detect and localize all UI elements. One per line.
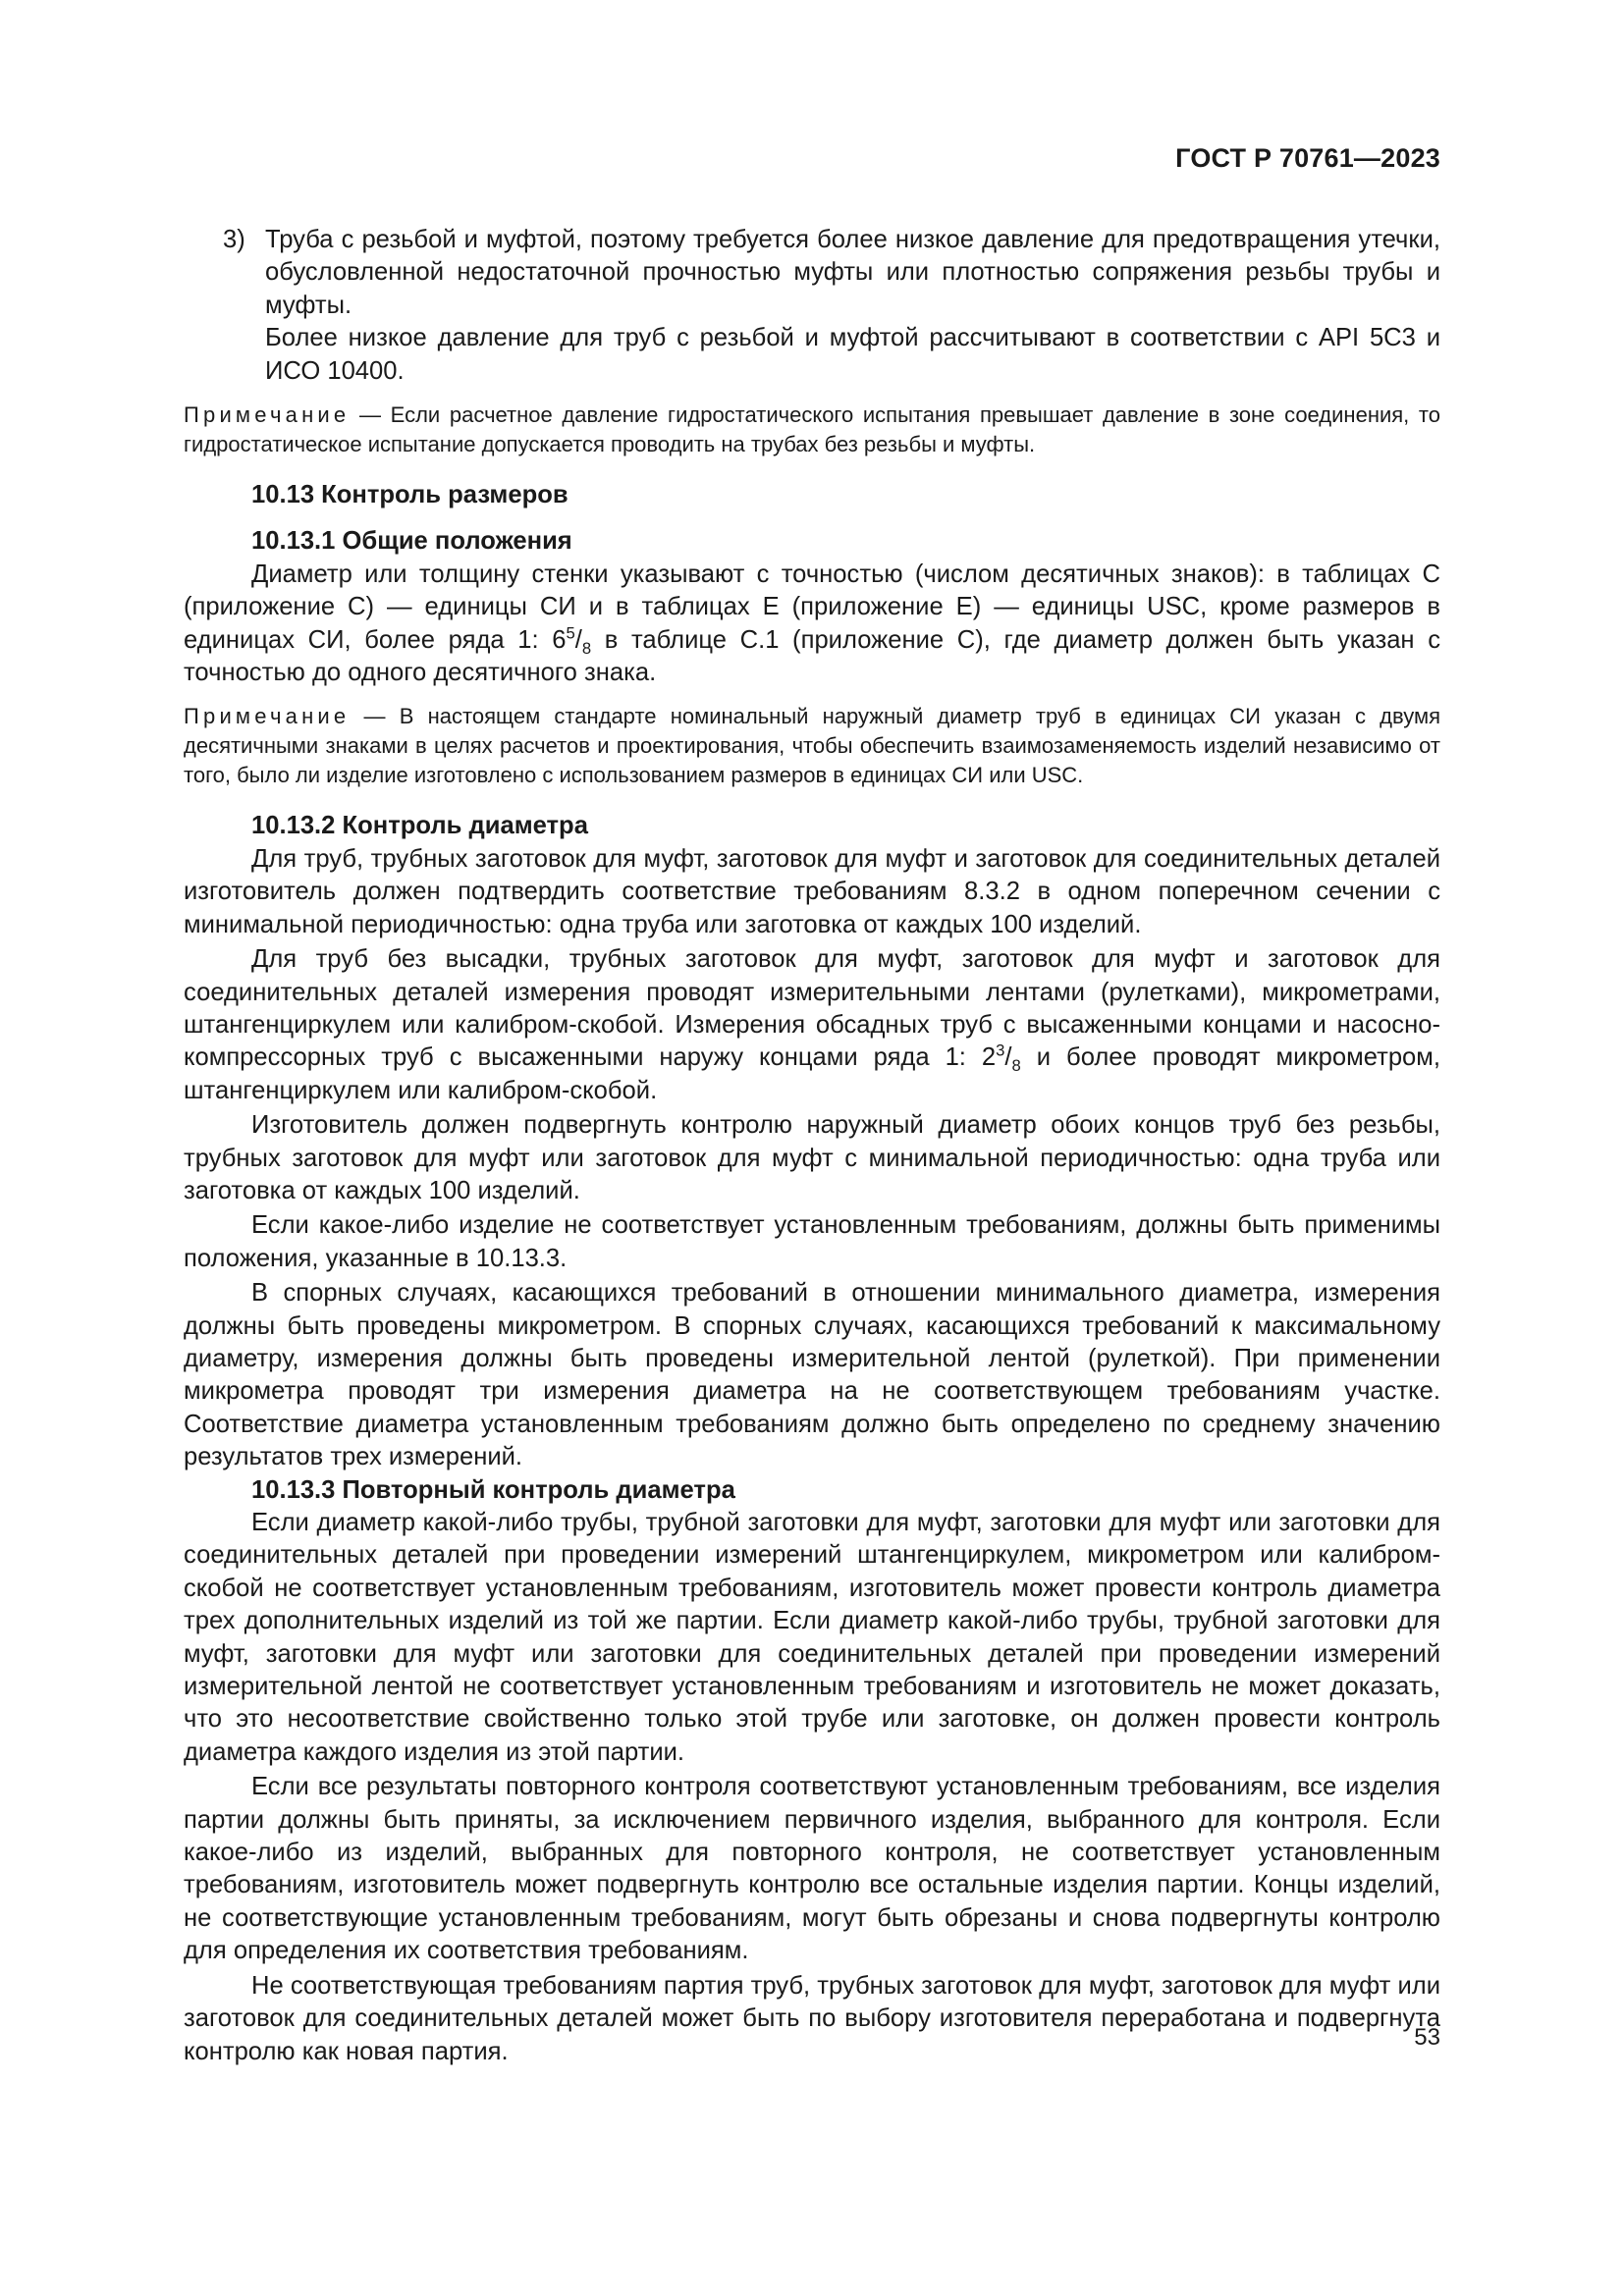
paragraph-10-13-2-1: Для труб, трубных заготовок для муфт, заготовок для муфт и заготовок для соединительных деталей изготовитель должен подтвердить соответствие требованиям 8.3.2 в одном поперечном сечении с минимальной периодичностью: одна труба или заготовка от каждых 100 изделий. <box>184 844 1440 938</box>
section-heading-10-13-1: 10.13.1 Общие положения <box>251 527 572 556</box>
paragraph-10-13-3-1: Если диаметр какой-либо трубы, трубной заготовки для муфт, заготовки для муфт или заготовки для соединительных деталей при проведении измерений штангенциркулем, микрометром или калибром-скобой не соответствует установленным требованиям, изготовитель может провести контроль диаметра трех дополнительных изделий из той же партии. Если диаметр какой-либо трубы, трубной заготовки для муфт, заготовки для муфт или заготовки для соединительных деталей при проведении измерений измерительной лентой не соответствует установленным требованиям и изготовитель не может доказать, что это несоответствие свойственно только этой трубе или заготовке, он должен провести контроль диаметра каждого изделия из этой партии. <box>184 1509 1440 1766</box>
section-heading-10-13: 10.13 Контроль размеров <box>251 481 568 509</box>
paragraph-10-13-2-2: Для труб без высадки, трубных заготовок для муфт, заготовок для муфт и заготовок для соединительных деталей измерения проводят измерительными лентами (рулетками), микрометрами, штангенциркулем или калибром-скобой. Измерения обсадных труб с высаженными концами и насосно-компрессорных труб с высаженными наружу концами ряда 1: $2^3/_8$ и более проводят микрометром, штангенциркулем или калибром-скобой. <box>184 945 1440 1104</box>
document-code: ГОСТ Р 70761—2023 <box>1175 143 1440 173</box>
list-item-3 <box>184 224 1440 322</box>
paragraph-10-13-3-2: Если все результаты повторного контроля соответствуют установленным требованиям, все изделия партии должны быть приняты, за исключением первичного изделия, выбранного для контроля. Если какое-либо из изделий, выбранных для повторного контроля, не соответствует установленным требованиям, изготовитель может подвергнуть контролю все остальные изделия партии. Концы изделий, не соответствующие установленным требованиям, могут быть обрезаны и снова подвергнуты контролю для определения их соответствия требованиям. <box>184 1773 1440 1965</box>
paragraph-10-13-2-3: Изготовитель должен подвергнуть контролю наружный диаметр обоих концов труб без резьбы, трубных заготовок для муфт или заготовок для муфт с минимальной периодичностью: одна труба или заготовка от каждых 100 изделий. <box>184 1111 1440 1204</box>
note-label: Примечание <box>184 704 351 729</box>
paragraph-10-13-2-4: Если какое-либо изделие не соответствует установленным требованиям, должны быть применимы положения, указанные в 10.13.3. <box>184 1211 1440 1272</box>
paragraph-10-13-3-3: Не соответствующая требованиям партия труб, трубных заготовок для муфт, заготовок для муфт или заготовок для соединительных деталей может быть по выбору изготовителя переработана и подвергнута контролю как новая партия. <box>184 1971 1440 2065</box>
paragraph-10-13-1-1: Диаметр или толщину стенки указывают с точностью (числом десятичных знаков): в таблицах С (приложение С) — единицы СИ и в таблицах Е (приложение Е) — единицы USC, кроме размеров в единицах СИ, более ряда 1: $6^5/_8$ в таблице С.1 (приложение С), где диаметр должен быть указан с точностью до одного десятичного знака. <box>184 560 1440 687</box>
note-label: Примечание <box>184 402 351 428</box>
note-2 <box>184 702 1440 790</box>
section-heading-10-13-2: 10.13.2 Контроль диаметра <box>251 812 588 840</box>
paragraph-10-13-2-5: В спорных случаях, касающихся требований в отношении минимального диаметра, измерения должны быть проведены микрометром. В спорных случаях, касающихся требований к максимальному диаметру, измерения должны быть проведены измерительной лентой (рулеткой). При применении микрометра проводят три измерения диаметра на не соответствующем требованиям участке. Соответствие диаметра установленным требованиям должно быть определено по среднему значению результатов трех измерений. <box>184 1279 1440 1471</box>
page-number: 53 <box>1414 2024 1440 2051</box>
note-text: — Если расчетное давление гидростатического испытания превышает давление в зоне соединения, то гидростатическое испытание допускается проводить на трубах без резьбы и муфты. <box>184 402 1440 457</box>
section-heading-10-13-3: 10.13.3 Повторный контроль диаметра <box>251 1475 735 1504</box>
list-item-continuation: Более низкое давление для труб с резьбой и муфтой рассчитывают в соответствии с API 5C3 и ИСО 10400. <box>265 324 1440 385</box>
note-1 <box>184 400 1440 459</box>
note-text: — В настоящем стандарте номинальный наружный диаметр труб в единицах СИ указан с двумя десятичными знаками в целях расчетов и проектирования, чтобы обеспечить взаимозаменяемость изделий независимо от того, было ли изделие изготовлено с использованием размеров в единицах СИ или USC. <box>184 704 1440 788</box>
list-number: 3) <box>223 226 245 253</box>
list-item-text: Труба с резьбой и муфтой, поэтому требуется более низкое давление для предотвращения утечки, обусловленной недостаточной прочностью муфты или плотностью сопряжения резьбы трубы и муфты. <box>265 226 1440 319</box>
page-body <box>184 224 1440 2068</box>
